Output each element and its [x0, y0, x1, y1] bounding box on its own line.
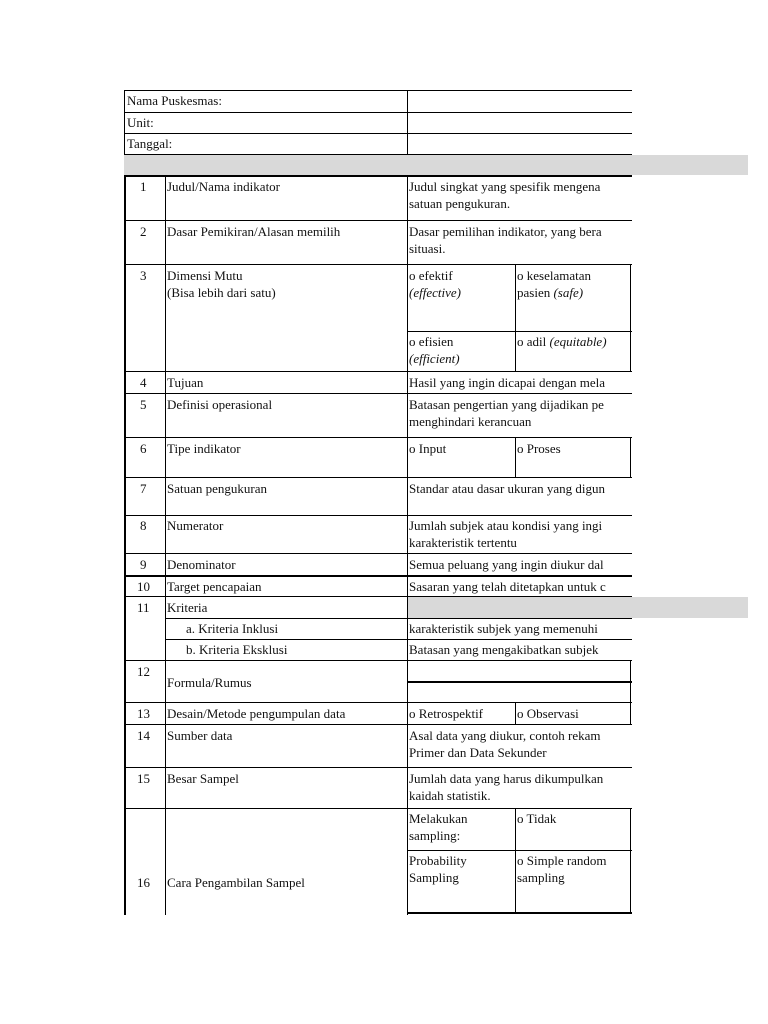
option-label: o efisien [409, 334, 454, 349]
label-unit: Unit: [127, 115, 154, 130]
sub-label-line1: Probability [409, 853, 467, 868]
option-proses[interactable]: o Proses [517, 441, 561, 456]
input-unit[interactable] [409, 114, 631, 132]
row-desc-line2: Primer dan Data Sekunder [409, 745, 547, 760]
option-observasi[interactable]: o Observasi [517, 706, 579, 721]
row-label: Numerator [167, 518, 224, 533]
row-label: Tujuan [167, 375, 204, 390]
option-simple-random-line2: sampling [517, 870, 565, 885]
row-number: 4 [140, 375, 147, 390]
option-label-en: (safe) [553, 285, 584, 300]
row-label: a. Kriteria Inklusi [186, 621, 279, 636]
row-label: Target pencapaian [167, 579, 262, 594]
row-label-sub: (Bisa lebih dari satu) [167, 285, 276, 300]
row-label: Satuan pengukuran [167, 481, 268, 496]
row-desc: Hasil yang ingin dicapai dengan mela [409, 375, 606, 390]
option-label-en: (effective) [409, 285, 461, 300]
row-desc: Sasaran yang telah ditetapkan untuk c [409, 579, 606, 594]
row-desc-line1: Jumlah subjek atau kondisi yang ingi [409, 518, 603, 533]
row-number: 15 [137, 771, 150, 786]
row-label: Sumber data [167, 728, 233, 743]
row-number: 12 [137, 664, 150, 679]
row-label: Cara Pengambilan Sampel [167, 875, 305, 890]
row-number: 8 [140, 518, 147, 533]
row-desc-line1: Asal data yang diukur, contoh rekam [409, 728, 601, 743]
row-number: 10 [137, 579, 150, 594]
label-tanggal: Tanggal: [127, 136, 173, 151]
option-input[interactable]: o Input [409, 441, 447, 456]
formula-denominator-field[interactable] [409, 684, 630, 701]
row-desc-line1: Jumlah data yang harus dikumpulkan [409, 771, 604, 786]
option-label-en: (efficient) [409, 351, 460, 366]
row-desc-line2: menghindari kerancuan [409, 414, 532, 429]
option-keselamatan[interactable] [517, 267, 629, 329]
sub-label-line1: Melakukan [409, 811, 468, 826]
option-efektif[interactable] [409, 267, 514, 329]
row-number: 13 [137, 706, 150, 721]
row-number: 2 [140, 224, 147, 239]
row-desc-line1: Batasan pengertian yang dijadikan pe [409, 397, 604, 412]
option-simple-random[interactable]: o Simple random [517, 853, 607, 868]
row-label: Judul/Nama indikator [167, 179, 281, 194]
kriteria-band [408, 597, 748, 618]
row-number: 7 [140, 481, 147, 496]
input-tanggal[interactable] [409, 135, 631, 153]
row-label: b. Kriteria Eksklusi [186, 642, 288, 657]
separator-band [124, 155, 748, 175]
row-desc-line2: kaidah statistik. [409, 788, 491, 803]
row-number: 9 [140, 557, 147, 572]
input-nama-puskesmas[interactable] [409, 92, 631, 111]
option-label: o adil [517, 334, 547, 349]
row-number: 14 [137, 728, 150, 743]
row-number: 11 [137, 600, 150, 615]
row-label: Besar Sampel [167, 771, 239, 786]
row-number: 6 [140, 441, 147, 456]
option-label: o keselamatan [517, 268, 591, 283]
row-desc: karakteristik subjek yang memenuhi [409, 621, 598, 636]
row-desc: Standar atau dasar ukuran yang digun [409, 481, 606, 496]
row-number: 3 [140, 268, 147, 283]
row-label: Dimensi Mutu [167, 268, 243, 283]
row-number: 1 [140, 179, 147, 194]
sub-label-line2: Sampling [409, 870, 459, 885]
row-desc: Semua peluang yang ingin diukur dal [409, 557, 604, 572]
row-desc-line2: karakteristik tertentu [409, 535, 517, 550]
label-nama-puskesmas: Nama Puskesmas: [127, 93, 222, 108]
row-label: Definisi operasional [167, 397, 273, 412]
row-label: Tipe indikator [167, 441, 241, 456]
option-efisien[interactable] [409, 333, 514, 370]
sub-label-line2: sampling: [409, 828, 461, 843]
row-desc-line2: satuan pengukuran. [409, 196, 511, 211]
row-desc-line1: Judul singkat yang spesifik mengena [409, 179, 601, 194]
option-retrospektif[interactable]: o Retrospektif [409, 706, 484, 721]
row-desc: Batasan yang mengakibatkan subjek [409, 642, 599, 657]
option-tidak[interactable]: o Tidak [517, 811, 557, 826]
row-number: 16 [137, 875, 150, 890]
option-label-2: pasien [517, 285, 551, 300]
row-desc-line2: situasi. [409, 241, 446, 256]
row-label: Denominator [167, 557, 236, 572]
row-label: Desain/Metode pengumpulan data [167, 706, 346, 721]
row-label: Formula/Rumus [167, 675, 252, 690]
row-label: Dasar Pemikiran/Alasan memilih [167, 224, 341, 239]
option-label-en: (equitable) [549, 334, 607, 349]
formula-numerator-field[interactable] [409, 662, 630, 680]
row-desc-line1: Dasar pemilihan indikator, yang bera [409, 224, 602, 239]
row-number: 5 [140, 397, 147, 412]
option-adil[interactable] [517, 333, 629, 370]
option-label: o efektif [409, 268, 453, 283]
row-label: Kriteria [167, 600, 208, 615]
